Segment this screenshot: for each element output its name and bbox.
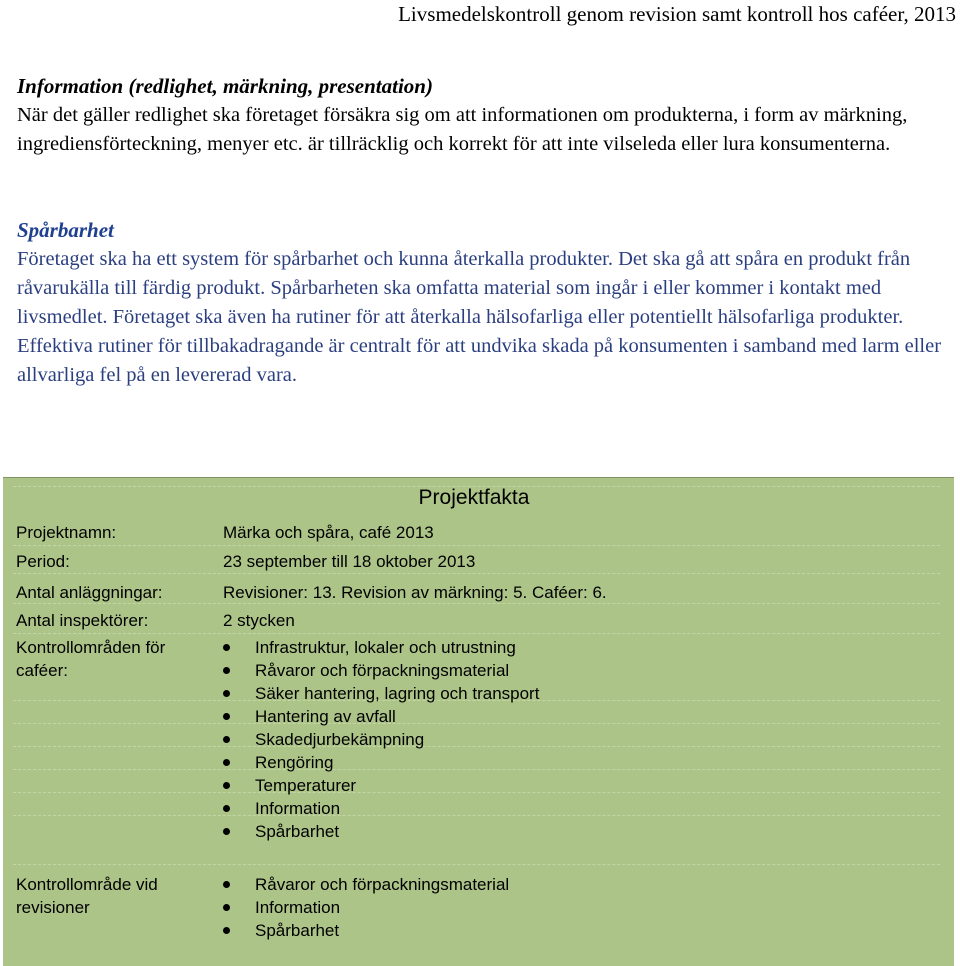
list-item <box>223 873 509 896</box>
revision-areas-list <box>223 873 509 942</box>
bullet-icon <box>223 782 230 789</box>
running-header: Livsmedelskontroll genom revision samt kontroll hos caféer, 2013 <box>398 2 956 26</box>
information-heading: Information (redlighet, märkning, presentation) <box>17 74 433 98</box>
period-value: 23 september till 18 oktober 2013 <box>223 552 476 571</box>
table-gridline <box>13 573 940 574</box>
list-item <box>223 728 539 751</box>
inspectors-label: Antal inspektörer: <box>16 611 149 630</box>
list-item-text: Säker hantering, lagring och transport <box>255 684 540 703</box>
list-item <box>223 896 509 919</box>
traceability-heading: Spårbarhet <box>17 218 114 242</box>
table-gridline <box>13 633 940 634</box>
information-paragraph: När det gäller redlighet ska företaget försäkra sig om att informationen om produkterna, i form av märkning, ingrediensförteckning, menyer etc. är tillräcklig och korrekt för att inte vilseleda eller lura konsumenterna. <box>17 104 908 155</box>
inspectors-value: 2 stycken <box>223 611 295 630</box>
bullet-icon <box>223 713 230 720</box>
table-gridline <box>13 545 940 546</box>
revision-areas-list-wrapper <box>223 873 509 942</box>
bullet-icon <box>223 690 230 697</box>
list-item <box>223 919 509 942</box>
facilities-label: Antal anläggningar: <box>16 583 163 602</box>
list-item-text: Infrastruktur, lokaler och utrustning <box>255 638 516 657</box>
list-item <box>223 682 539 705</box>
traceability-section <box>17 216 952 390</box>
bullet-icon <box>223 927 230 934</box>
list-item-text: Information <box>255 799 341 818</box>
list-item-text: Information <box>255 898 341 917</box>
facilities-value: Revisioner: 13. Revision av märkning: 5. Caféer: 6. <box>223 583 607 602</box>
list-item-text: Råvaror och förpackningsmaterial <box>255 875 510 894</box>
bullet-icon <box>223 828 230 835</box>
list-item <box>223 636 539 659</box>
period-label: Period: <box>16 552 70 571</box>
list-item-text: Rengöring <box>255 753 334 772</box>
bullet-icon <box>223 881 230 888</box>
list-item-text: Spårbarhet <box>255 921 340 940</box>
bullet-icon <box>223 667 230 674</box>
project-facts-title: Projektfakta <box>418 486 530 509</box>
table-gridline <box>13 864 940 865</box>
list-item <box>223 659 539 682</box>
list-item-text: Spårbarhet <box>255 822 340 841</box>
bullet-icon <box>223 759 230 766</box>
list-item-text: Skadedjurbekämpning <box>255 730 425 749</box>
list-item <box>223 820 539 843</box>
list-item-text: Råvaror och förpackningsmaterial <box>255 661 510 680</box>
bullet-icon <box>223 644 230 651</box>
project-facts-box <box>3 477 954 966</box>
project-name-label: Projektnamn: <box>16 523 117 542</box>
revision-areas-label: Kontrollområde vid revisioner <box>16 875 158 917</box>
list-item <box>223 751 539 774</box>
list-item <box>223 705 539 728</box>
cafe-areas-list-wrapper <box>223 636 539 843</box>
bullet-icon <box>223 805 230 812</box>
traceability-paragraph: Företaget ska ha ett system för spårbarhet och kunna återkalla produkter. Det ska gå att spåra en produkt från råvarukälla till färdig produkt. Spårbarheten ska omfatta material som ingår i eller kommer i kontakt med livsmedlet. Företaget ska även ha rutiner för att återkalla hälsofarliga eller potentiellt hälsofarliga produkter. Effektiva rutiner för tillbakadragande är centralt för att undvika skada på konsumenten i samband med larm eller allvarliga fel på en levererad vara. <box>17 248 942 386</box>
bullet-icon <box>223 736 230 743</box>
cafe-areas-list <box>223 636 539 843</box>
bullet-icon <box>223 904 230 911</box>
list-item-text: Temperaturer <box>255 776 357 795</box>
cafe-areas-label: Kontrollområden för caféer: <box>16 638 166 680</box>
list-item <box>223 774 539 797</box>
list-item-text: Hantering av avfall <box>255 707 396 726</box>
project-name-value: Märka och spåra, café 2013 <box>223 523 434 542</box>
information-section <box>17 72 952 159</box>
list-item <box>223 797 539 820</box>
